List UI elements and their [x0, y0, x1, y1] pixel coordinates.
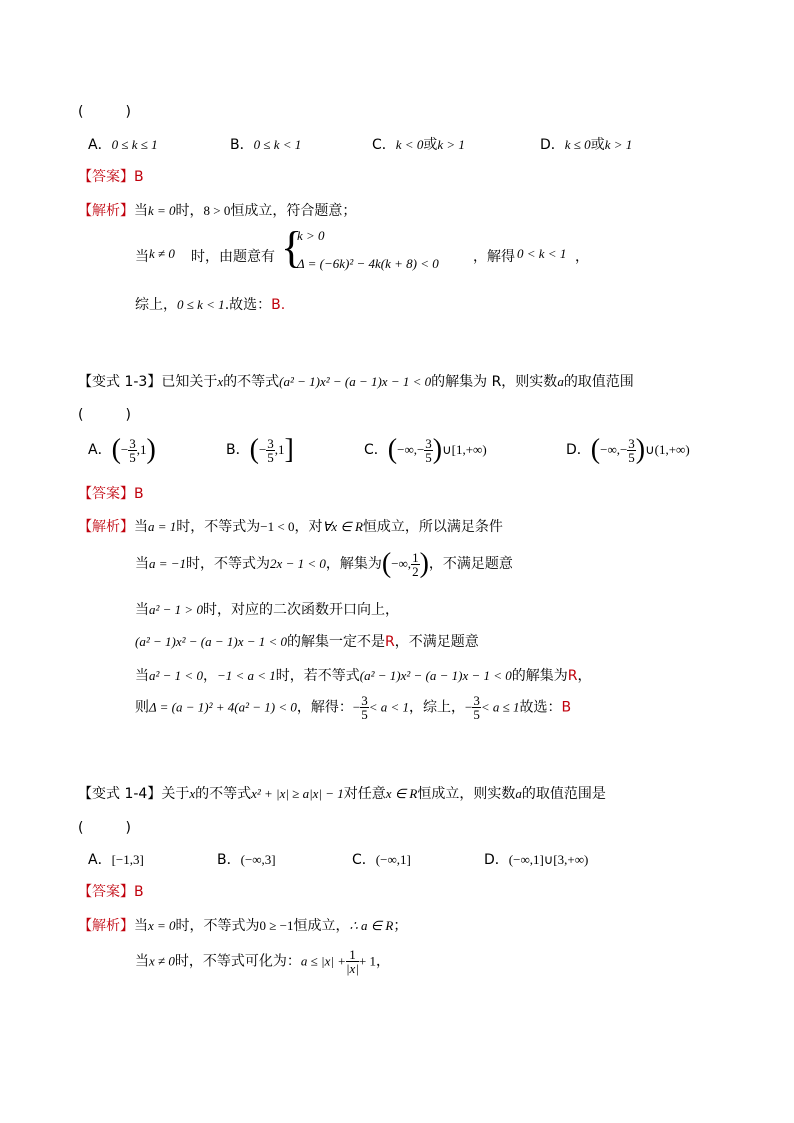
text: 的解集为 R，则实数 — [431, 374, 558, 390]
option-label: D． — [484, 852, 509, 868]
q1-option-d — [540, 134, 632, 154]
formula: (a² − 1)x² − (a − 1)x − 1 < 0 — [279, 374, 432, 389]
formula: 0 ≤ k < 1 — [177, 297, 225, 312]
numerator: 1 — [412, 549, 419, 565]
formula: −1 < a < 1 — [216, 668, 276, 683]
text: ， — [376, 953, 390, 970]
q3-option-b — [217, 849, 276, 869]
option-label: D． — [566, 442, 591, 458]
q2-option-c — [364, 436, 487, 464]
denominator: 5 — [628, 449, 635, 465]
text: .故选： — [224, 297, 272, 313]
numerator: 3 — [473, 693, 480, 708]
text: 恒成立，所以满足条件 — [362, 519, 503, 535]
formula: R — [567, 668, 578, 684]
formula: 2x − 1 < 0 — [270, 556, 326, 571]
q1-analysis-line-1 — [78, 200, 356, 220]
minus-sign: − — [465, 699, 473, 715]
formula: −∞, — [391, 556, 412, 571]
numerator: 1 — [346, 948, 359, 962]
denominator: 5 — [473, 707, 480, 722]
option-label: C． — [352, 852, 376, 868]
paren-close: ) — [419, 548, 429, 579]
fraction — [424, 437, 433, 464]
paren-open: ( — [381, 548, 392, 579]
option-label: A． — [88, 137, 112, 153]
answer-tag: 【答案】 — [78, 169, 134, 185]
text: ， — [577, 668, 592, 684]
formula: −∞,− — [600, 442, 628, 457]
text: ，不满足题意 — [394, 634, 479, 650]
answer-ref: B. — [271, 297, 286, 313]
paren-close: ) — [146, 434, 156, 465]
or-word: 或 — [590, 137, 605, 153]
text: 关于 — [161, 786, 190, 802]
fraction — [472, 694, 481, 721]
formula: a = −1 — [149, 556, 187, 571]
option-value: k ≤ 0 — [564, 137, 591, 152]
option-label: B． — [226, 442, 250, 458]
question-tag: 【变式 1-3】 — [78, 374, 162, 390]
text: ； — [393, 918, 408, 934]
formula: 8 > 0 — [203, 203, 231, 218]
text: ， — [202, 668, 217, 684]
text: 时，不等式为 — [176, 519, 261, 535]
q2-option-a — [88, 436, 156, 464]
q3-paren: ( ) — [78, 820, 131, 836]
bracket-close: ] — [284, 434, 294, 465]
system-line-2: Δ = (−6k)² − 4k(k + 8) < 0 — [297, 256, 439, 271]
option-label: A． — [88, 442, 112, 458]
paren-open: ( — [590, 434, 601, 465]
q1-option-b — [230, 134, 301, 154]
text: 的取值范围 — [563, 374, 634, 390]
formula: a = 1 — [148, 519, 177, 534]
formula: ∪[1,+∞) — [442, 442, 487, 457]
q3-answer — [78, 881, 144, 901]
text: 当 — [135, 556, 149, 572]
analysis-tag: 【解析】 — [78, 203, 134, 219]
text: 恒成立， — [293, 918, 350, 934]
text: 故选： — [519, 699, 562, 716]
q2-analysis-line-6 — [135, 694, 571, 721]
answer-tag: 【答案】 — [78, 486, 134, 502]
option-value: (−∞,1]∪[3,+∞) — [508, 852, 589, 867]
text: 时，不等式可化为： — [174, 953, 301, 970]
denominator: 5 — [361, 707, 368, 722]
text: 的解集一定不是 — [287, 634, 386, 650]
text: 综上， — [135, 297, 177, 313]
answer-value: B — [134, 169, 144, 185]
q1-answer — [78, 166, 144, 186]
paren-close: ) — [432, 434, 443, 465]
paren-open: ( — [387, 434, 398, 465]
text: 当 — [134, 203, 148, 219]
denominator: 5 — [425, 449, 432, 465]
q1-analysis-line-3 — [135, 294, 285, 314]
q3-analysis-line-1 — [78, 915, 407, 935]
formula: x = 0 — [148, 918, 176, 933]
formula: ,1 — [136, 442, 147, 457]
numerator: 3 — [361, 693, 368, 708]
numerator: 3 — [129, 435, 136, 451]
option-label: C． — [364, 442, 388, 458]
answer-tag: 【答案】 — [78, 884, 134, 900]
formula: (a² − 1)x² − (a − 1)x − 1 < 0 — [359, 668, 512, 683]
q2-analysis-line-2 — [135, 550, 513, 578]
text: 对任意 — [343, 786, 386, 802]
formula: a² − 1 < 0 — [149, 668, 203, 683]
formula: a ≤ |x| + — [300, 953, 346, 969]
q2-analysis-line-1 — [78, 516, 503, 536]
paren-open: ( — [249, 434, 259, 465]
text: 的不等式 — [195, 786, 252, 802]
formula: a — [557, 374, 564, 389]
denominator: 5 — [129, 449, 136, 465]
formula: + 1 — [358, 953, 376, 969]
q3-analysis-line-2 — [135, 948, 390, 975]
text: ， — [575, 249, 589, 265]
fraction — [360, 694, 369, 721]
text: 时，不等式为 — [175, 918, 260, 934]
option-value: [−1,3] — [111, 852, 144, 867]
question-tag: 【变式 1-4】 — [78, 786, 162, 802]
text: ，解集为 — [325, 556, 382, 572]
q2-option-d — [566, 436, 690, 464]
option-label: C． — [372, 137, 396, 153]
formula: ∀x ∈ R — [322, 519, 363, 534]
formula: x² + |x| ≥ a|x| − 1 — [251, 786, 344, 801]
fraction — [346, 948, 359, 975]
q2-option-b — [226, 436, 294, 464]
text: 当 — [135, 953, 149, 970]
option-value: k > 1 — [604, 137, 633, 152]
answer-ref: B — [561, 699, 572, 716]
formula: k ≠ 0 — [149, 246, 175, 261]
formula: −1 < 0 — [260, 519, 295, 534]
formula: x — [217, 374, 224, 389]
option-label: A． — [88, 852, 112, 868]
text: ，不满足题意 — [428, 556, 513, 572]
q2-analysis-line-5 — [135, 665, 592, 685]
formula: 0 < k < 1 — [517, 246, 567, 261]
formula: R — [385, 634, 395, 650]
text: 时，对应的二次函数开口向上， — [202, 602, 399, 618]
text: 的取值范围是 — [521, 786, 606, 802]
formula: < a ≤ 1 — [480, 699, 520, 715]
text: ，解得 — [473, 249, 515, 265]
answer-value: B — [134, 486, 144, 502]
fraction — [411, 551, 420, 578]
numerator: 3 — [628, 435, 635, 451]
text: 当 — [134, 519, 148, 535]
numerator: 3 — [267, 435, 274, 451]
formula: ,1 — [274, 442, 285, 457]
q2-analysis-line-4 — [135, 631, 479, 651]
minus-sign: − — [120, 442, 129, 457]
or-word: 或 — [423, 137, 438, 153]
q2-title — [78, 371, 634, 391]
q3-title — [78, 783, 606, 803]
denominator: |x| — [345, 961, 359, 976]
denominator: 5 — [267, 449, 274, 465]
q3-option-c — [352, 849, 411, 869]
formula: ∪(1,+∞) — [645, 442, 690, 457]
q2-analysis-line-3 — [135, 599, 399, 619]
system-line-1: k > 0 — [297, 228, 325, 243]
option-value: k > 1 — [437, 137, 465, 152]
formula: ∴ a ∈ R — [349, 918, 394, 933]
formula: x ∈ R — [385, 786, 418, 801]
formula: Δ = (a − 1)² + 4(a² − 1) < 0 — [149, 699, 297, 715]
text: 时， — [175, 203, 204, 219]
formula: a — [515, 786, 522, 801]
formula: −∞,− — [397, 442, 425, 457]
denominator: 2 — [412, 563, 419, 579]
option-value: (−∞,1] — [375, 852, 411, 867]
fraction — [128, 437, 137, 464]
text: ，解得： — [296, 699, 353, 716]
left-brace: { — [281, 223, 303, 272]
option-label: B． — [230, 137, 254, 153]
text: 时，由题意有 — [191, 249, 275, 265]
q3-option-a — [88, 849, 144, 869]
formula: k = 0 — [148, 203, 176, 218]
formula: < a < 1 — [368, 699, 410, 715]
option-label: D． — [540, 137, 565, 153]
option-value: k < 0 — [395, 137, 424, 152]
option-value: 0 ≤ k < 1 — [253, 137, 302, 152]
fraction — [266, 437, 275, 464]
minus-sign: − — [352, 699, 361, 715]
text: ，综上， — [409, 699, 466, 716]
text: 则 — [135, 699, 149, 716]
numerator: 3 — [425, 435, 432, 451]
q1-option-a — [88, 134, 158, 154]
analysis-tag: 【解析】 — [78, 918, 134, 934]
text: 当 — [135, 668, 149, 684]
q1-option-c — [372, 134, 465, 154]
text: 恒成立，则实数 — [417, 786, 516, 802]
text: 时，不等式为 — [186, 556, 271, 572]
q3-option-d — [484, 849, 588, 869]
option-value: 0 ≤ k ≤ 1 — [111, 137, 158, 152]
fraction — [627, 437, 636, 464]
text: 当 — [135, 602, 149, 618]
text: 已知关于 — [161, 374, 218, 390]
formula: x ≠ 0 — [149, 953, 175, 969]
analysis-tag: 【解析】 — [78, 519, 134, 535]
option-label: B． — [217, 852, 241, 868]
text: 当 — [134, 918, 148, 934]
q2-paren: ( ) — [78, 407, 131, 423]
answer-value: B — [134, 884, 144, 900]
text: 恒成立，符合题意； — [230, 203, 357, 219]
formula: x — [189, 786, 196, 801]
formula: (a² − 1)x² − (a − 1)x − 1 < 0 — [135, 634, 288, 649]
q2-answer — [78, 483, 144, 503]
paren-open: ( — [111, 434, 121, 465]
text: ，对 — [294, 519, 323, 535]
text: 的解集为 — [511, 668, 568, 684]
option-value: (−∞,3] — [240, 852, 276, 867]
text: 的不等式 — [223, 374, 280, 390]
text: 当 — [135, 249, 149, 265]
minus-sign: − — [258, 442, 267, 457]
text: 时，若不等式 — [275, 668, 360, 684]
paren-close: ) — [635, 434, 646, 465]
formula: 0 ≥ −1 — [259, 918, 294, 933]
q1-paren: ( ) — [78, 104, 131, 120]
formula: a² − 1 > 0 — [149, 602, 203, 617]
